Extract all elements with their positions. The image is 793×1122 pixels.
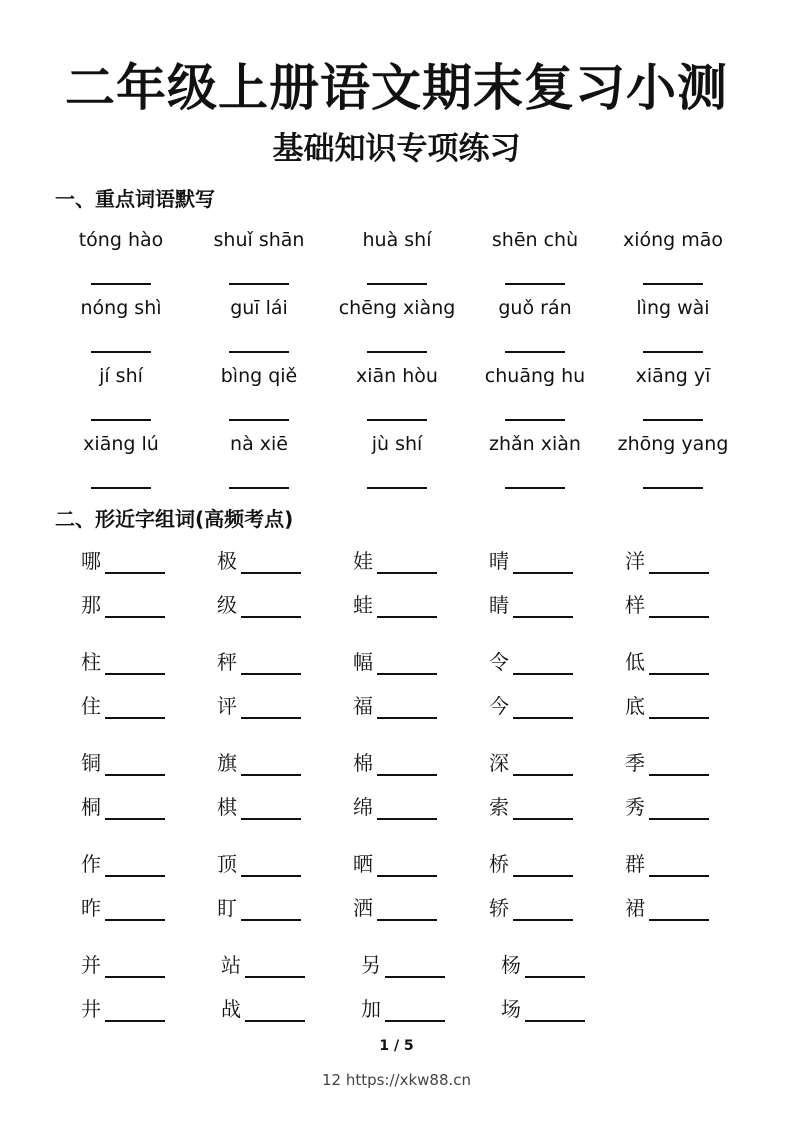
character: 晴 (489, 549, 509, 573)
character-item (217, 690, 353, 722)
character-item (625, 589, 761, 621)
character-item (489, 747, 625, 779)
answer-blank[interactable] (643, 351, 703, 353)
pinyin-text: xiāng lú (83, 433, 159, 455)
character-item (81, 589, 217, 621)
character-line (81, 791, 761, 835)
answer-blank[interactable] (229, 283, 289, 285)
character-item (353, 747, 489, 779)
pinyin-text: shuǐ shān (213, 229, 305, 251)
pinyin-item (466, 360, 604, 428)
pinyin-text: tóng hào (78, 229, 164, 251)
word-blank[interactable] (105, 851, 165, 877)
pinyin-text: zhǎn xiàn (489, 433, 581, 455)
character-item (221, 993, 361, 1025)
character-item (353, 646, 489, 678)
answer-blank[interactable] (229, 419, 289, 421)
character: 桥 (489, 852, 509, 876)
pinyin-text: chēng xiàng (338, 297, 456, 319)
answer-blank[interactable] (643, 419, 703, 421)
pinyin-dictation-grid (52, 224, 742, 496)
pinyin-text: xióng māo (622, 229, 724, 251)
word-blank[interactable] (241, 548, 301, 574)
word-blank[interactable] (105, 794, 165, 820)
character-item (81, 848, 217, 880)
word-blank[interactable] (377, 693, 437, 719)
character: 另 (361, 953, 381, 977)
pinyin-text: jí shí (99, 365, 143, 387)
word-blank[interactable] (513, 693, 573, 719)
answer-blank[interactable] (367, 419, 427, 421)
character-item (353, 545, 489, 577)
character-item (625, 892, 761, 924)
character-item (625, 747, 761, 779)
word-blank[interactable] (513, 851, 573, 877)
word-blank[interactable] (525, 952, 585, 978)
character-pair-group (81, 848, 761, 949)
section-heading-similar-characters: 二、形近字组词(高频考点) (55, 507, 294, 531)
character: 昨 (81, 896, 101, 920)
pinyin-text: xiāng yī (635, 365, 711, 387)
character-item (217, 747, 353, 779)
section-heading-vocabulary: 一、重点词语默写 (55, 187, 215, 211)
character-item (81, 791, 217, 823)
character-item (81, 646, 217, 678)
character-pair-group (81, 949, 761, 1050)
character: 群 (625, 852, 645, 876)
character: 秀 (625, 795, 645, 819)
pinyin-text: huà shí (362, 229, 432, 251)
character-item (221, 949, 361, 981)
answer-blank[interactable] (91, 419, 151, 421)
character-item (217, 892, 353, 924)
character-line (81, 848, 761, 892)
character: 哪 (81, 549, 101, 573)
character: 那 (81, 593, 101, 617)
character-item (625, 690, 761, 722)
character-pair-group (81, 545, 761, 646)
character-item (353, 791, 489, 823)
character: 铜 (81, 751, 101, 775)
character-pair-group (81, 747, 761, 848)
character-item (81, 690, 217, 722)
pinyin-item (190, 360, 328, 428)
word-blank[interactable] (241, 693, 301, 719)
word-blank[interactable] (241, 851, 301, 877)
character-item (217, 589, 353, 621)
pinyin-text: nà xiē (230, 433, 288, 455)
character-line (81, 892, 761, 936)
word-blank[interactable] (377, 851, 437, 877)
pinyin-row (52, 428, 742, 496)
character: 顶 (217, 852, 237, 876)
pinyin-text: zhōng yang (617, 433, 729, 455)
character-line (81, 747, 761, 791)
answer-blank[interactable] (229, 351, 289, 353)
character-item (353, 589, 489, 621)
answer-blank[interactable] (367, 283, 427, 285)
pinyin-text: lìng wài (636, 297, 710, 319)
pinyin-item (604, 360, 742, 428)
word-blank[interactable] (105, 952, 165, 978)
character-item (361, 949, 501, 981)
character-item (81, 892, 217, 924)
character-item (217, 791, 353, 823)
character-item (217, 848, 353, 880)
character: 棋 (217, 795, 237, 819)
character-item (353, 690, 489, 722)
answer-blank[interactable] (91, 351, 151, 353)
pinyin-item (328, 292, 466, 360)
character: 盯 (217, 896, 237, 920)
answer-blank[interactable] (367, 351, 427, 353)
character: 评 (217, 694, 237, 718)
character: 今 (489, 694, 509, 718)
word-blank[interactable] (385, 952, 445, 978)
word-blank[interactable] (245, 952, 305, 978)
pinyin-item (52, 360, 190, 428)
pinyin-text: guǒ rán (498, 297, 572, 319)
pinyin-row (52, 224, 742, 292)
word-blank[interactable] (105, 693, 165, 719)
pinyin-item (604, 292, 742, 360)
word-blank[interactable] (385, 996, 445, 1022)
page-number: 1 / 5 (379, 1038, 414, 1054)
character: 绵 (353, 795, 373, 819)
word-blank[interactable] (513, 592, 573, 618)
character-line (81, 646, 761, 690)
pinyin-item (466, 428, 604, 496)
pinyin-text: bìng qiě (220, 365, 298, 387)
character: 柱 (81, 650, 101, 674)
pinyin-item (190, 292, 328, 360)
word-blank[interactable] (105, 895, 165, 921)
pinyin-text: xiān hòu (356, 365, 438, 387)
word-blank[interactable] (513, 895, 573, 921)
answer-blank[interactable] (643, 283, 703, 285)
character: 洒 (353, 896, 373, 920)
word-blank[interactable] (241, 895, 301, 921)
character-item (489, 892, 625, 924)
word-blank[interactable] (105, 592, 165, 618)
answer-blank[interactable] (91, 487, 151, 489)
character: 低 (625, 650, 645, 674)
word-blank[interactable] (105, 548, 165, 574)
pinyin-item (604, 428, 742, 496)
pinyin-item (52, 224, 190, 292)
word-blank[interactable] (649, 548, 709, 574)
pinyin-item (52, 292, 190, 360)
page-subtitle: 基础知识专项练习 (272, 131, 521, 167)
character-line (81, 993, 761, 1037)
word-blank[interactable] (649, 895, 709, 921)
character-item (489, 690, 625, 722)
character: 洋 (625, 549, 645, 573)
word-blank[interactable] (377, 548, 437, 574)
character-item (501, 993, 641, 1025)
character: 级 (217, 593, 237, 617)
word-blank[interactable] (245, 996, 305, 1022)
character: 战 (221, 997, 241, 1021)
word-blank[interactable] (525, 996, 585, 1022)
pinyin-text: shēn chù (491, 229, 579, 251)
character: 娃 (353, 549, 373, 573)
character-item (81, 993, 221, 1025)
pinyin-item (466, 224, 604, 292)
word-blank[interactable] (377, 895, 437, 921)
pinyin-item (328, 224, 466, 292)
word-blank[interactable] (105, 750, 165, 776)
answer-blank[interactable] (229, 487, 289, 489)
word-blank[interactable] (649, 592, 709, 618)
word-blank[interactable] (241, 592, 301, 618)
pinyin-row (52, 360, 742, 428)
character: 季 (625, 751, 645, 775)
answer-blank[interactable] (505, 487, 565, 489)
character: 轿 (489, 896, 509, 920)
pinyin-item (190, 224, 328, 292)
word-blank[interactable] (513, 649, 573, 675)
character-item (625, 646, 761, 678)
character-item (625, 791, 761, 823)
answer-blank[interactable] (505, 351, 565, 353)
word-blank[interactable] (377, 592, 437, 618)
character: 幅 (353, 650, 373, 674)
character: 棉 (353, 751, 373, 775)
word-blank[interactable] (649, 693, 709, 719)
character: 加 (361, 997, 381, 1021)
character: 作 (81, 852, 101, 876)
word-blank[interactable] (105, 996, 165, 1022)
character: 裙 (625, 896, 645, 920)
word-blank[interactable] (649, 851, 709, 877)
character-item (217, 545, 353, 577)
character-item (81, 949, 221, 981)
word-blank[interactable] (649, 794, 709, 820)
word-blank[interactable] (241, 794, 301, 820)
character: 令 (489, 650, 509, 674)
character: 旗 (217, 751, 237, 775)
similar-characters-grid (81, 545, 761, 1050)
word-blank[interactable] (649, 649, 709, 675)
answer-blank[interactable] (643, 487, 703, 489)
character: 样 (625, 593, 645, 617)
character-item (361, 993, 501, 1025)
character-item (217, 646, 353, 678)
character: 井 (81, 997, 101, 1021)
character: 住 (81, 694, 101, 718)
pinyin-text: guī lái (230, 297, 288, 319)
footer-url: 12 https://xkw88.cn (321, 1071, 472, 1089)
character: 福 (353, 694, 373, 718)
pinyin-item (328, 428, 466, 496)
answer-blank[interactable] (367, 487, 427, 489)
page-title: 二年级上册语文期末复习小测 (65, 59, 728, 117)
character-item (489, 545, 625, 577)
character-item (489, 791, 625, 823)
character: 深 (489, 751, 509, 775)
character: 索 (489, 795, 509, 819)
character-line (81, 949, 761, 993)
pinyin-text: nóng shì (80, 297, 162, 319)
character: 桐 (81, 795, 101, 819)
character: 晒 (353, 852, 373, 876)
character: 杨 (501, 953, 521, 977)
word-blank[interactable] (241, 649, 301, 675)
character-item (489, 589, 625, 621)
word-blank[interactable] (377, 649, 437, 675)
character-item (81, 747, 217, 779)
character: 蛙 (353, 593, 373, 617)
character-item (501, 949, 641, 981)
pinyin-row (52, 292, 742, 360)
character-item (81, 545, 217, 577)
pinyin-text: jù shí (371, 433, 423, 455)
character: 并 (81, 953, 101, 977)
pinyin-item (190, 428, 328, 496)
pinyin-item (604, 224, 742, 292)
answer-blank[interactable] (505, 283, 565, 285)
character-item (489, 848, 625, 880)
pinyin-item (466, 292, 604, 360)
character-line (81, 589, 761, 633)
character-item (489, 646, 625, 678)
character: 底 (625, 694, 645, 718)
word-blank[interactable] (105, 649, 165, 675)
answer-blank[interactable] (91, 283, 151, 285)
word-blank[interactable] (513, 794, 573, 820)
character-item (353, 892, 489, 924)
pinyin-item (52, 428, 190, 496)
word-blank[interactable] (513, 548, 573, 574)
pinyin-text: chuāng hu (484, 365, 586, 387)
word-blank[interactable] (377, 750, 437, 776)
character: 站 (221, 953, 241, 977)
character: 秤 (217, 650, 237, 674)
character-pair-group (81, 646, 761, 747)
character-line (81, 690, 761, 734)
character: 睛 (489, 593, 509, 617)
character-item (625, 848, 761, 880)
character-item (353, 848, 489, 880)
word-blank[interactable] (649, 750, 709, 776)
word-blank[interactable] (513, 750, 573, 776)
word-blank[interactable] (241, 750, 301, 776)
character: 极 (217, 549, 237, 573)
word-blank[interactable] (377, 794, 437, 820)
pinyin-item (328, 360, 466, 428)
answer-blank[interactable] (505, 419, 565, 421)
character-line (81, 545, 761, 589)
character-item (625, 545, 761, 577)
character: 场 (501, 997, 521, 1021)
